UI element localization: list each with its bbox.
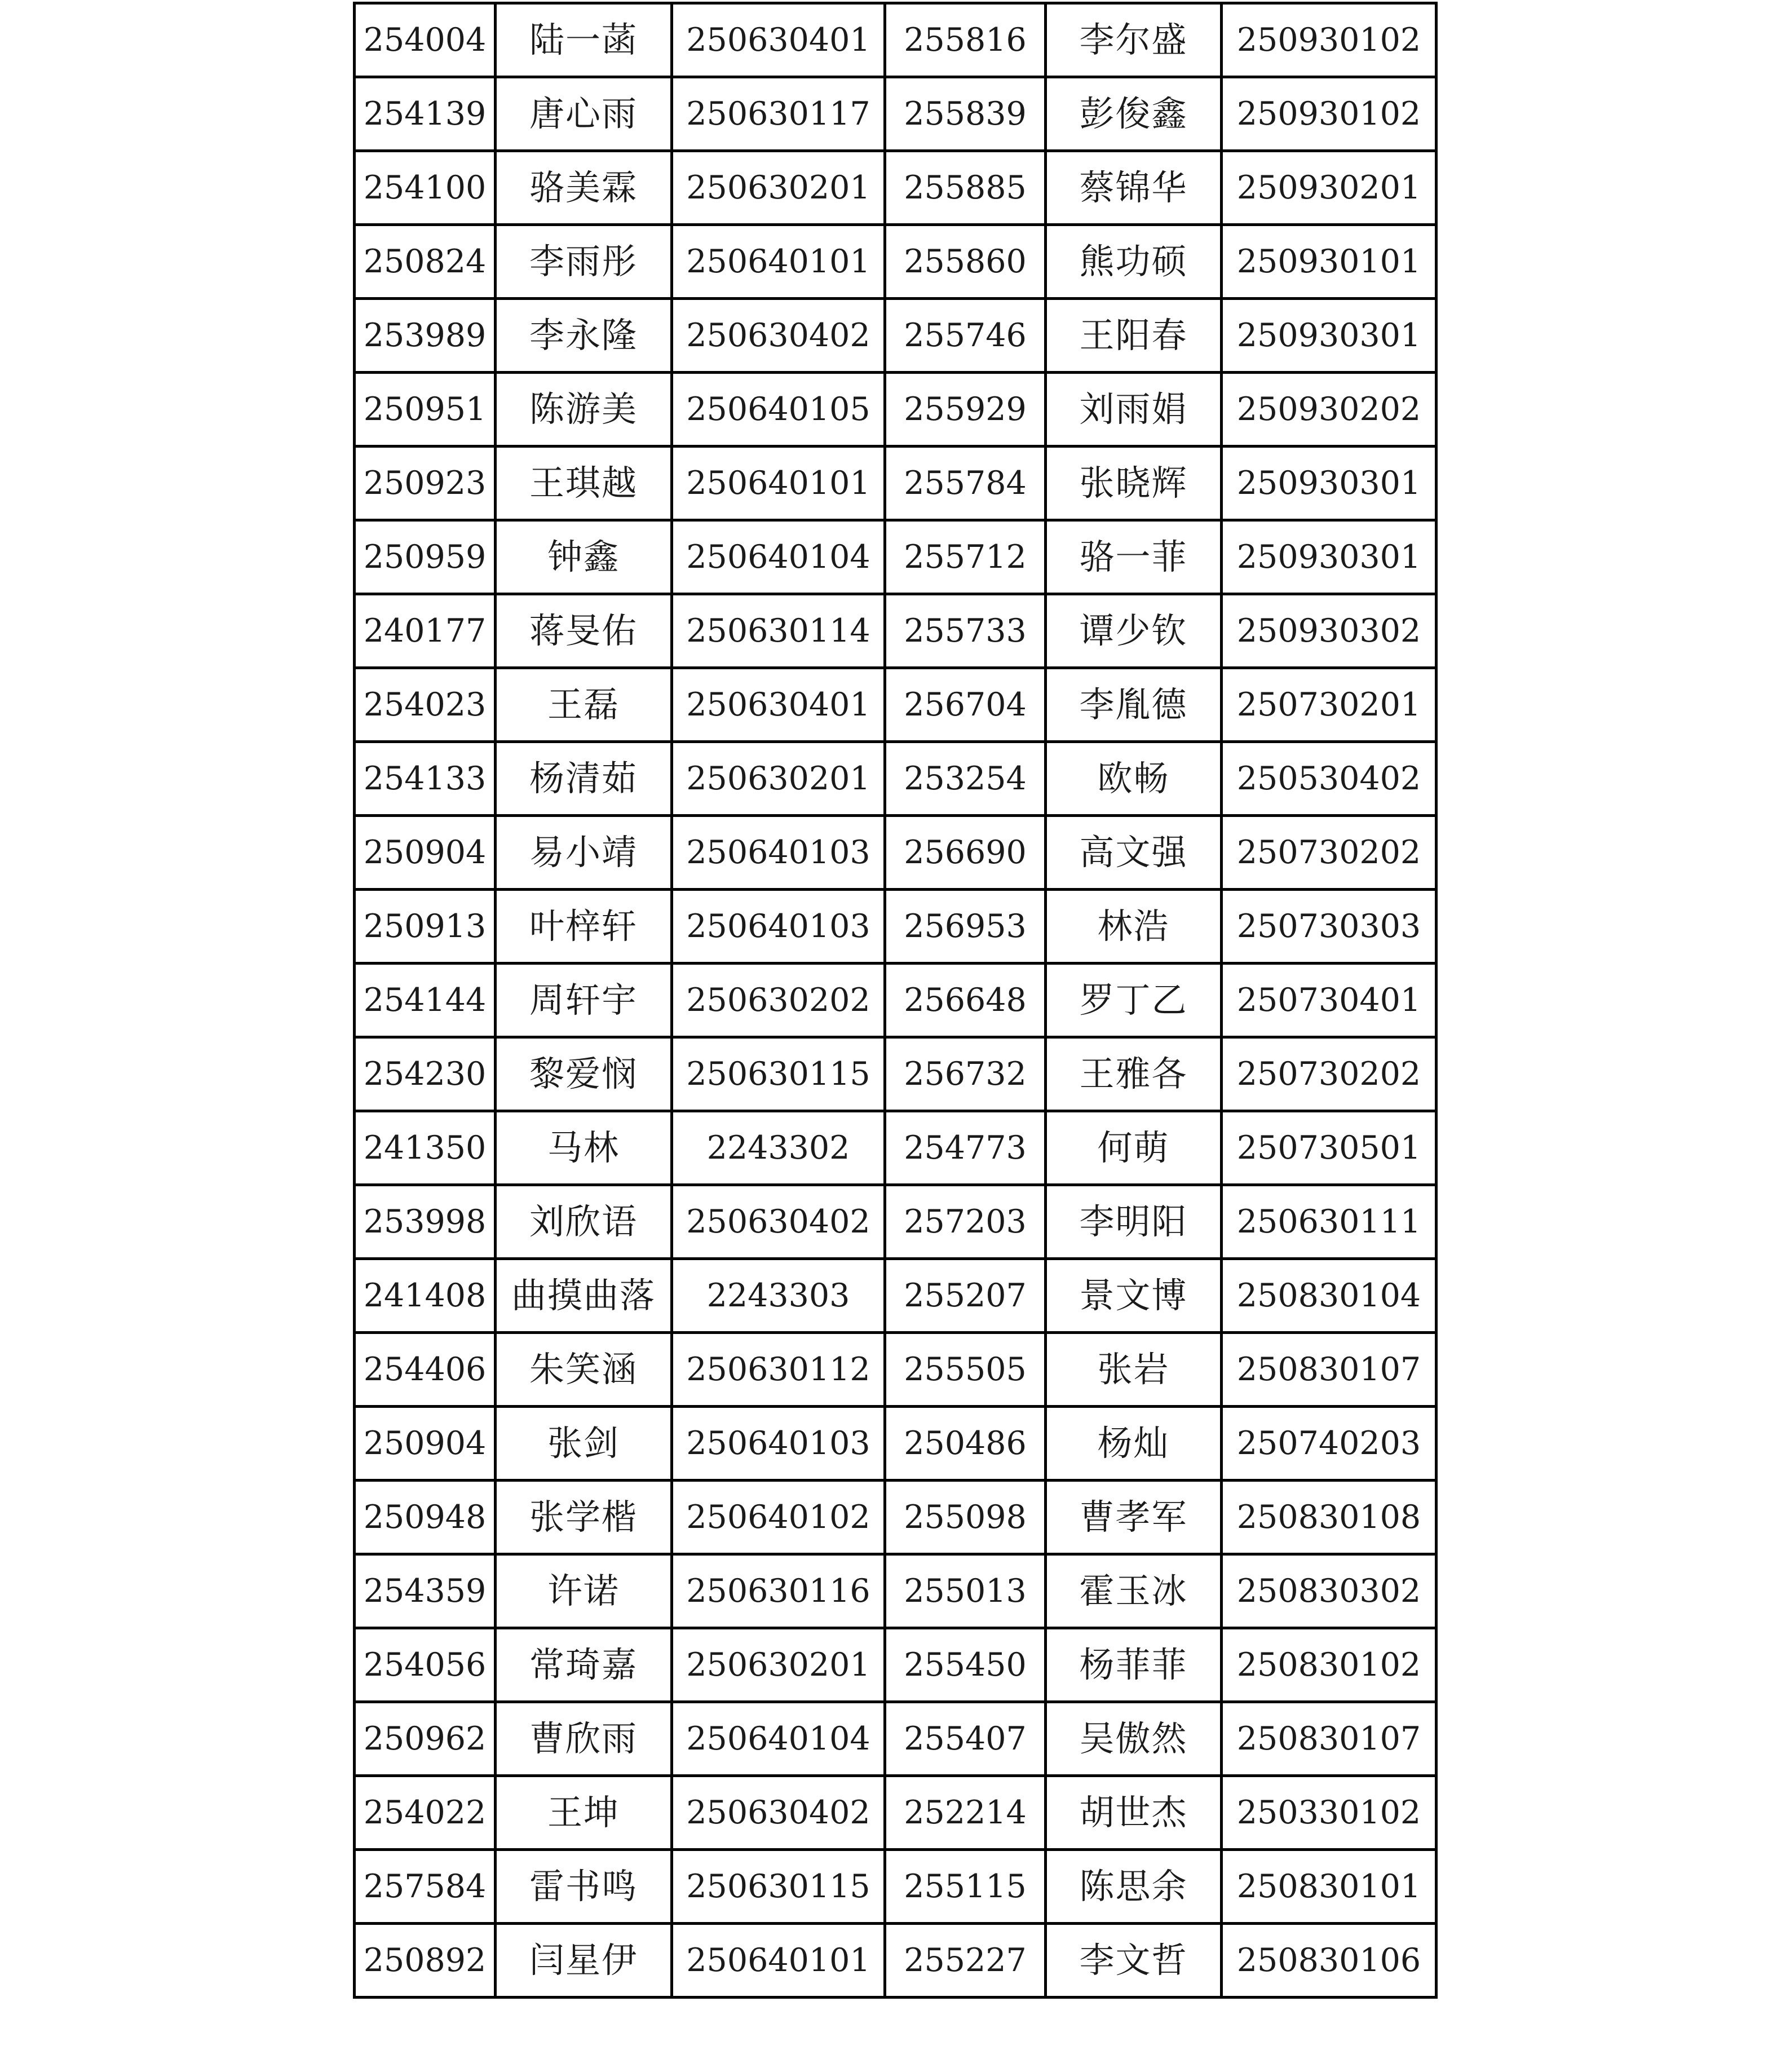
student-id-cell: 255505 (885, 1333, 1046, 1407)
class-code-cell: 250630201 (672, 742, 885, 816)
table-row (355, 520, 1437, 594)
table-row (355, 1702, 1437, 1776)
student-name-cell: 李永隆 (496, 299, 672, 373)
student-name-cell: 朱笑涵 (496, 1333, 672, 1407)
student-name-cell: 易小靖 (496, 816, 672, 890)
table-row (355, 447, 1437, 520)
class-code-cell: 250830102 (1222, 1628, 1437, 1702)
class-code-cell: 250730501 (1222, 1111, 1437, 1185)
class-code-cell: 250930301 (1222, 299, 1437, 373)
student-id-cell: 250951 (355, 373, 496, 447)
student-name-cell: 骆一菲 (1046, 520, 1222, 594)
student-id-cell: 250913 (355, 890, 496, 964)
class-code-cell: 250830107 (1222, 1702, 1437, 1776)
class-code-cell: 250730202 (1222, 1037, 1437, 1111)
table-row (355, 299, 1437, 373)
student-id-cell: 255733 (885, 594, 1046, 668)
roster-table (353, 2, 1438, 1999)
student-id-cell: 254230 (355, 1037, 496, 1111)
table-row (355, 1850, 1437, 1924)
table-row (355, 742, 1437, 816)
student-name-cell: 骆美霖 (496, 151, 672, 225)
class-code-cell: 250630401 (672, 668, 885, 742)
student-id-cell: 256648 (885, 964, 1046, 1037)
class-code-cell: 250640101 (672, 1924, 885, 1998)
class-code-cell: 250830104 (1222, 1259, 1437, 1333)
student-name-cell: 景文博 (1046, 1259, 1222, 1333)
class-code-cell: 2243302 (672, 1111, 885, 1185)
class-code-cell: 250730401 (1222, 964, 1437, 1037)
student-id-cell: 250959 (355, 520, 496, 594)
student-name-cell: 杨灿 (1046, 1407, 1222, 1481)
class-code-cell: 250630112 (672, 1333, 885, 1407)
student-name-cell: 陈思余 (1046, 1850, 1222, 1924)
class-code-cell: 250630115 (672, 1850, 885, 1924)
table-row (355, 373, 1437, 447)
student-name-cell: 张岩 (1046, 1333, 1222, 1407)
class-code-cell: 250830101 (1222, 1850, 1437, 1924)
student-id-cell: 257203 (885, 1185, 1046, 1259)
student-name-cell: 闫星伊 (496, 1924, 672, 1998)
table-row (355, 1628, 1437, 1702)
table-row (355, 1407, 1437, 1481)
student-name-cell: 罗丁乙 (1046, 964, 1222, 1037)
student-id-cell: 255098 (885, 1481, 1046, 1554)
student-name-cell: 雷书鸣 (496, 1850, 672, 1924)
class-code-cell: 250930201 (1222, 151, 1437, 225)
student-name-cell: 何萌 (1046, 1111, 1222, 1185)
table-row (355, 1185, 1437, 1259)
table-row (355, 1037, 1437, 1111)
class-code-cell: 250830108 (1222, 1481, 1437, 1554)
student-id-cell: 252214 (885, 1776, 1046, 1850)
student-name-cell: 高文强 (1046, 816, 1222, 890)
student-id-cell: 240177 (355, 594, 496, 668)
student-name-cell: 曹欣雨 (496, 1702, 672, 1776)
student-name-cell: 张学楷 (496, 1481, 672, 1554)
class-code-cell: 2243303 (672, 1259, 885, 1333)
student-id-cell: 255712 (885, 520, 1046, 594)
class-code-cell: 250630201 (672, 151, 885, 225)
table-row (355, 816, 1437, 890)
student-name-cell: 蒋旻佑 (496, 594, 672, 668)
class-code-cell: 250330102 (1222, 1776, 1437, 1850)
student-name-cell: 李尔盛 (1046, 3, 1222, 77)
student-name-cell: 张晓辉 (1046, 447, 1222, 520)
student-id-cell: 253998 (355, 1185, 496, 1259)
roster-body (355, 3, 1437, 1998)
table-row (355, 1111, 1437, 1185)
student-id-cell: 254022 (355, 1776, 496, 1850)
class-code-cell: 250630401 (672, 3, 885, 77)
class-code-cell: 250640103 (672, 890, 885, 964)
student-name-cell: 陈游美 (496, 373, 672, 447)
student-name-cell: 霍玉冰 (1046, 1554, 1222, 1628)
student-id-cell: 250904 (355, 1407, 496, 1481)
student-id-cell: 255207 (885, 1259, 1046, 1333)
student-name-cell: 李雨彤 (496, 225, 672, 299)
class-code-cell: 250930102 (1222, 3, 1437, 77)
student-name-cell: 王琪越 (496, 447, 672, 520)
student-id-cell: 253254 (885, 742, 1046, 816)
class-code-cell: 250640102 (672, 1481, 885, 1554)
class-code-cell: 250930301 (1222, 447, 1437, 520)
student-name-cell: 王雅各 (1046, 1037, 1222, 1111)
class-code-cell: 250630402 (672, 1185, 885, 1259)
student-id-cell: 255885 (885, 151, 1046, 225)
student-id-cell: 241350 (355, 1111, 496, 1185)
student-id-cell: 255929 (885, 373, 1046, 447)
student-id-cell: 257584 (355, 1850, 496, 1924)
table-row (355, 890, 1437, 964)
student-id-cell: 250948 (355, 1481, 496, 1554)
class-code-cell: 250640104 (672, 1702, 885, 1776)
table-row (355, 3, 1437, 77)
student-id-cell: 250962 (355, 1702, 496, 1776)
student-id-cell: 254359 (355, 1554, 496, 1628)
student-name-cell: 林浩 (1046, 890, 1222, 964)
student-id-cell: 255860 (885, 225, 1046, 299)
student-name-cell: 熊功硕 (1046, 225, 1222, 299)
student-name-cell: 谭少钦 (1046, 594, 1222, 668)
student-id-cell: 254406 (355, 1333, 496, 1407)
student-id-cell: 250892 (355, 1924, 496, 1998)
table-row (355, 225, 1437, 299)
student-id-cell: 250923 (355, 447, 496, 520)
student-name-cell: 叶梓轩 (496, 890, 672, 964)
student-id-cell: 255450 (885, 1628, 1046, 1702)
student-id-cell: 254133 (355, 742, 496, 816)
class-code-cell: 250630116 (672, 1554, 885, 1628)
student-id-cell: 255407 (885, 1702, 1046, 1776)
student-id-cell: 255839 (885, 77, 1046, 151)
student-name-cell: 杨菲菲 (1046, 1628, 1222, 1702)
student-name-cell: 黎爱悯 (496, 1037, 672, 1111)
class-code-cell: 250930301 (1222, 520, 1437, 594)
table-row (355, 594, 1437, 668)
student-name-cell: 陆一菡 (496, 3, 672, 77)
class-code-cell: 250930102 (1222, 77, 1437, 151)
table-row (355, 1554, 1437, 1628)
student-id-cell: 256690 (885, 816, 1046, 890)
student-id-cell: 253989 (355, 299, 496, 373)
student-name-cell: 刘雨娟 (1046, 373, 1222, 447)
class-code-cell: 250740203 (1222, 1407, 1437, 1481)
student-name-cell: 唐心雨 (496, 77, 672, 151)
class-code-cell: 250630117 (672, 77, 885, 151)
student-id-cell: 255227 (885, 1924, 1046, 1998)
student-name-cell: 常琦嘉 (496, 1628, 672, 1702)
student-id-cell: 254139 (355, 77, 496, 151)
table-row (355, 1481, 1437, 1554)
class-code-cell: 250730201 (1222, 668, 1437, 742)
student-name-cell: 杨清茹 (496, 742, 672, 816)
table-row (355, 668, 1437, 742)
student-name-cell: 彭俊鑫 (1046, 77, 1222, 151)
student-name-cell: 欧畅 (1046, 742, 1222, 816)
student-id-cell: 254100 (355, 151, 496, 225)
student-name-cell: 王坤 (496, 1776, 672, 1850)
student-id-cell: 255784 (885, 447, 1046, 520)
class-code-cell: 250640103 (672, 816, 885, 890)
student-name-cell: 周轩宇 (496, 964, 672, 1037)
class-code-cell: 250630201 (672, 1628, 885, 1702)
student-name-cell: 许诺 (496, 1554, 672, 1628)
student-id-cell: 255115 (885, 1850, 1046, 1924)
table-row (355, 151, 1437, 225)
student-id-cell: 250904 (355, 816, 496, 890)
student-name-cell: 吴傲然 (1046, 1702, 1222, 1776)
student-id-cell: 256732 (885, 1037, 1046, 1111)
table-row (355, 77, 1437, 151)
class-code-cell: 250830302 (1222, 1554, 1437, 1628)
student-name-cell: 曲摸曲落 (496, 1259, 672, 1333)
table-row (355, 1333, 1437, 1407)
class-code-cell: 250830106 (1222, 1924, 1437, 1998)
student-name-cell: 曹孝军 (1046, 1481, 1222, 1554)
class-code-cell: 250630202 (672, 964, 885, 1037)
class-code-cell: 250640104 (672, 520, 885, 594)
class-code-cell: 250630111 (1222, 1185, 1437, 1259)
student-name-cell: 钟鑫 (496, 520, 672, 594)
student-name-cell: 李明阳 (1046, 1185, 1222, 1259)
student-name-cell: 李文哲 (1046, 1924, 1222, 1998)
student-name-cell: 马林 (496, 1111, 672, 1185)
student-name-cell: 刘欣语 (496, 1185, 672, 1259)
student-name-cell: 王磊 (496, 668, 672, 742)
student-id-cell: 250486 (885, 1407, 1046, 1481)
class-code-cell: 250730303 (1222, 890, 1437, 964)
class-code-cell: 250930302 (1222, 594, 1437, 668)
student-id-cell: 254023 (355, 668, 496, 742)
student-id-cell: 254773 (885, 1111, 1046, 1185)
table-row (355, 1259, 1437, 1333)
student-id-cell: 254144 (355, 964, 496, 1037)
student-id-cell: 255816 (885, 3, 1046, 77)
class-code-cell: 250640101 (672, 447, 885, 520)
class-code-cell: 250640103 (672, 1407, 885, 1481)
class-code-cell: 250830107 (1222, 1333, 1437, 1407)
student-name-cell: 张剑 (496, 1407, 672, 1481)
student-name-cell: 王阳春 (1046, 299, 1222, 373)
class-code-cell: 250730202 (1222, 816, 1437, 890)
student-name-cell: 蔡锦华 (1046, 151, 1222, 225)
class-code-cell: 250630402 (672, 299, 885, 373)
student-name-cell: 李胤德 (1046, 668, 1222, 742)
student-id-cell: 241408 (355, 1259, 496, 1333)
table-row (355, 1924, 1437, 1998)
class-code-cell: 250640101 (672, 225, 885, 299)
student-id-cell: 254004 (355, 3, 496, 77)
student-id-cell: 255746 (885, 299, 1046, 373)
student-id-cell: 250824 (355, 225, 496, 299)
class-code-cell: 250630114 (672, 594, 885, 668)
student-id-cell: 256953 (885, 890, 1046, 964)
class-code-cell: 250930202 (1222, 373, 1437, 447)
table-row (355, 1776, 1437, 1850)
class-code-cell: 250630115 (672, 1037, 885, 1111)
class-code-cell: 250630402 (672, 1776, 885, 1850)
class-code-cell: 250640105 (672, 373, 885, 447)
student-id-cell: 256704 (885, 668, 1046, 742)
student-id-cell: 255013 (885, 1554, 1046, 1628)
class-code-cell: 250530402 (1222, 742, 1437, 816)
class-code-cell: 250930101 (1222, 225, 1437, 299)
student-name-cell: 胡世杰 (1046, 1776, 1222, 1850)
student-id-cell: 254056 (355, 1628, 496, 1702)
table-row (355, 964, 1437, 1037)
